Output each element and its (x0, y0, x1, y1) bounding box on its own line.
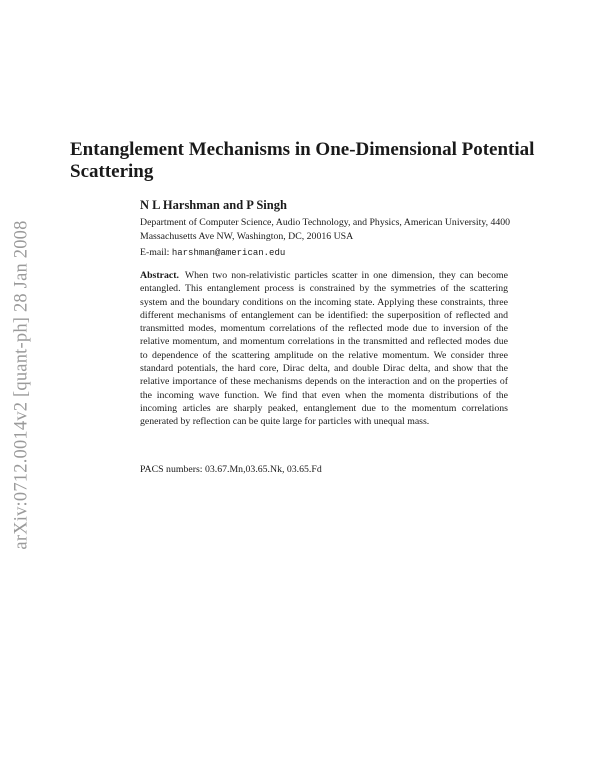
abstract-label: Abstract. (140, 270, 179, 281)
email-line (140, 247, 285, 258)
author-list: N L Harshman and P Singh (140, 198, 287, 212)
email-address: harshman@american.edu (171, 248, 286, 258)
arxiv-identifier-text: arXiv:0712.0014v2 [quant-ph] 28 Jan 2008 (11, 220, 32, 550)
paper-title: Entanglement Mechanisms in One-Dimensional Potential Scattering (70, 139, 535, 182)
email-label: E-mail: (140, 247, 170, 258)
pacs-numbers: PACS numbers: 03.67.Mn,03.65.Nk, 03.65.Fd (140, 464, 322, 475)
affiliation: Department of Computer Science, Audio Technology, and Physics, American University, 4400 Massachusetts Ave NW, Washington, DC, 20016 USA (140, 217, 511, 242)
abstract (140, 269, 508, 429)
arxiv-identifier (2, 190, 42, 580)
abstract-text: When two non-relativistic particles scatter in one dimension, they can become entangled. This entanglement process is constrained by the symmetries of the scattering system and the boundary conditions on the incoming state. Applying these constraints, three different mechanisms of entanglement can be identified: the superposition of reflected and transmitted modes, momentum correlations of the reflected mode due to inversion of the relative momentum, and momentum correlations in the transmitted and reflected modes due to dependence of the scattering amplitude on the relative momentum. We consider three standard potentials, the hard core, Dirac delta, and double Dirac delta, and show that the relative importance of these mechanisms depends on the interaction and on the properties of the incoming wave function. We find that even when the momenta distributions of the incoming articles are sharply peaked, entanglement due to the momentum correlations generated by reflection can be quite large for particles with unequal mass. (140, 270, 508, 428)
